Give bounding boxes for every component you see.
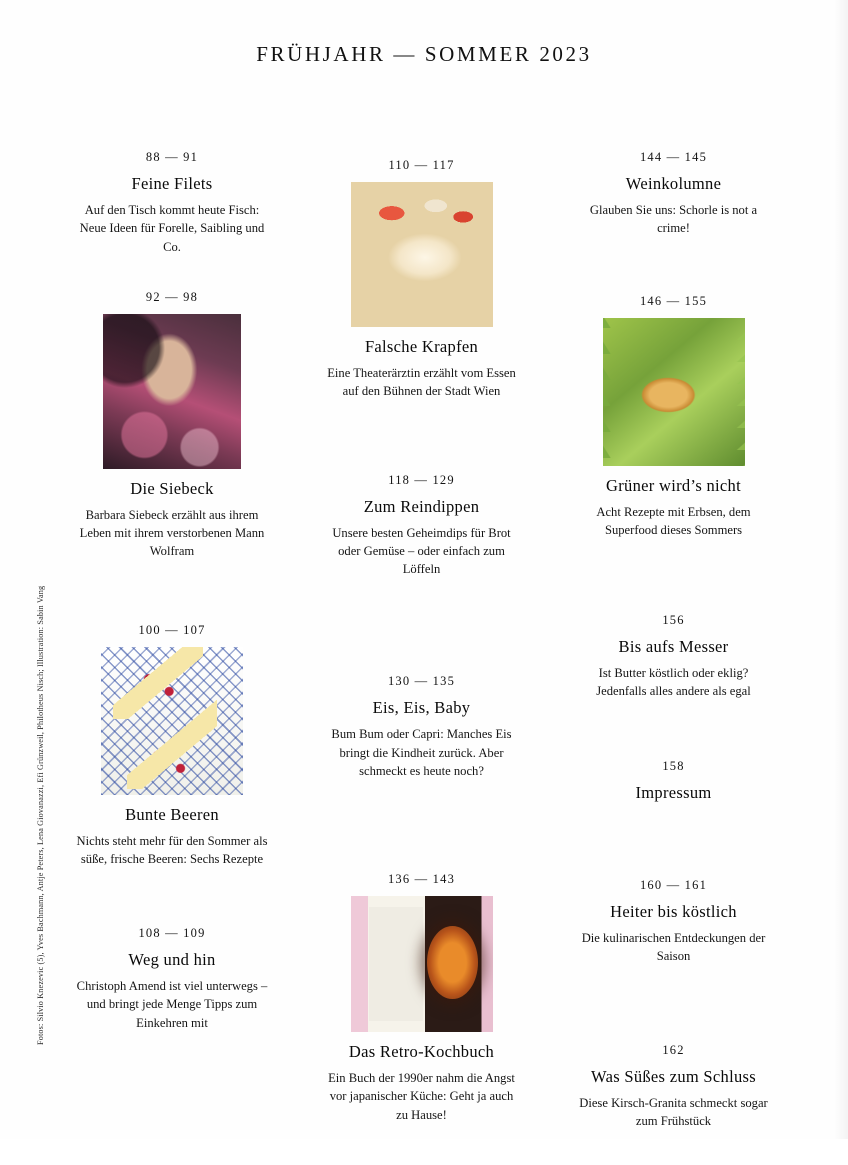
peas-toast-photo [603,318,745,466]
entry-pages: 144 — 145 [639,150,708,164]
entry-blurb: Nichts steht mehr für den Sommer als süße, frische Beeren: Sechs Rezepte [76,833,268,866]
entry-blurb: Barbara Siebeck erzählt aus ihrem Leben mit ihrem verstorbenen Mann Wolfram [79,507,265,559]
entry-title: Grüner wird’s nicht [606,475,741,495]
entry-title: Feine Filets [131,174,213,193]
list-item[interactable] [571,759,776,810]
entry-pages: 110 — 117 [388,158,455,172]
entry-blurb: Acht Rezepte mit Erbsen, dem Superfood dieses Sommers [596,504,751,537]
entry-blurb: Bum Bum oder Capri: Manches Eis bringt die Kindheit zurück. Aber schmeckt es heute noch? [331,727,512,778]
entry-pages: 156 [662,613,685,627]
list-item[interactable] [72,150,272,256]
list-item[interactable] [571,878,776,966]
contents-columns [72,150,776,1165]
list-item[interactable] [571,613,776,701]
entry-blurb: Unsere besten Geheimdips für Brot oder Gemüse – oder einfach zum Löffeln [332,525,511,576]
entry-blurb: Ein Buch der 1990er nahm die Angst vor japanischer Küche: Geht ja auch zu Hause! [328,1071,515,1122]
list-item[interactable] [571,294,776,540]
list-item[interactable] [319,158,524,401]
column-left [72,150,272,1066]
entry-title: Bis aufs Messer [618,637,729,656]
entry-blurb: Ist Butter köstlich oder eklig? Jedenfalls alles andere als egal [596,666,751,699]
entry-pages: 118 — 129 [388,472,455,487]
column-middle [319,158,524,1158]
list-item[interactable] [319,872,524,1124]
entry-title: Das Retro-Kochbuch [348,1042,495,1061]
berry-tart-slices-photo [101,647,243,795]
entry-title: Heiter bis köstlich [610,901,737,921]
open-cookbook-photo [351,896,493,1032]
entry-pages: 162 [662,1043,685,1057]
entry-blurb: Diese Kirsch-Granita schmeckt sogar zum Frühstück [579,1096,768,1129]
entry-blurb: Eine Theaterärztin erzählt vom Essen auf den Bühnen der Stadt Wien [327,366,516,399]
entry-pages: 130 — 135 [387,674,456,689]
entry-title: Eis, Eis, Baby [372,698,471,718]
list-item[interactable] [319,473,524,579]
list-item[interactable] [319,674,524,780]
entry-blurb: Glauben Sie uns: Schorle is not a crime! [589,203,758,236]
entry-pages: 100 — 107 [138,622,206,637]
entry-pages: 88 — 91 [145,150,199,164]
list-item[interactable] [571,1043,776,1131]
list-item[interactable] [72,623,272,869]
fried-egg-dish-photo [351,182,493,327]
entry-pages: 108 — 109 [138,926,206,940]
entry-blurb: Christoph Amend ist viel unterwegs – und bringt jede Menge Tipps zum Einkehren mit [76,979,268,1030]
entry-blurb: Auf den Tisch kommt heute Fisch: Neue Ideen für Forelle, Saibling und Co. [79,203,265,254]
page-title: FRÜHJAHR — SOMMER 2023 [256,42,592,66]
entry-title: Zum Reindippen [363,496,480,516]
list-item[interactable] [72,290,272,561]
entry-pages: 146 — 155 [639,293,708,308]
entry-pages: 92 — 98 [145,289,199,304]
entry-pages: 160 — 161 [639,877,708,892]
entry-pages: 158 [662,758,685,773]
entry-blurb: Die kulinarischen Entdeckungen der Saison [581,930,766,963]
column-right [571,150,776,1165]
entry-title: Weinkolumne [625,174,722,193]
entry-title: Was Süßes zum Schluss [591,1067,756,1086]
list-item[interactable] [72,926,272,1032]
entry-title: Weg und hin [128,950,216,969]
portrait-woman-photo [103,314,241,469]
entry-title: Impressum [635,782,712,802]
entry-title: Falsche Krapfen [364,337,479,356]
list-item[interactable] [571,150,776,238]
photo-credits: Fotos: Silvio Knezevic (5), Yves Bachmann, Antje Peters, Lena Giovanazzi, Efi Grünzweil, Philotheus Nisch; Illustration: Sabin Vang [36,585,45,1045]
entry-pages: 136 — 143 [387,872,456,886]
entry-title: Bunte Beeren [125,804,219,824]
entry-title: Die Siebeck [130,478,214,498]
